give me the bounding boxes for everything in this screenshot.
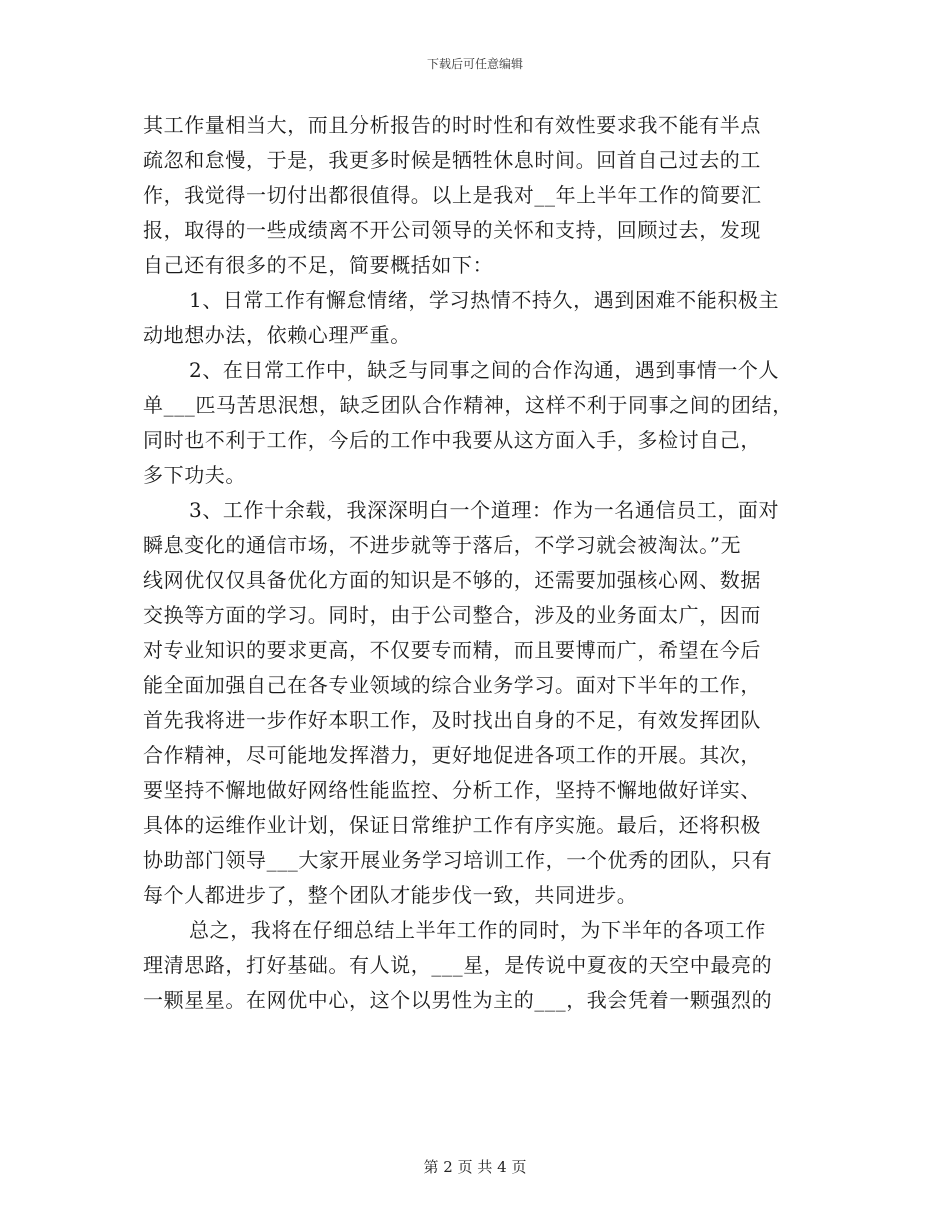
text-line: 3、工作十余载，我深深明白一个道理：作为一名通信员工，面对 (189, 498, 780, 522)
text-line: 报，取得的一些成绩离不开公司领导的关怀和支持，回顾过去，发现 (143, 218, 761, 242)
text-line: 理清思路，打好基础。有人说，___星，是传说中夏夜的天空中最亮的 (143, 953, 773, 977)
text-line: 单___匹马苦思泯想，缺乏团队合作精神，这样不利于同事之间的团结， (143, 393, 793, 417)
text-line: 一颗星星。在网优中心，这个以男性为主的___，我会凭着一颗强烈的 (143, 988, 773, 1012)
text-line: 首先我将进一步作好本职工作，及时找出自身的不足，有效发挥团队 (143, 708, 761, 732)
text-line: 动地想办法，依赖心理严重。 (143, 323, 411, 347)
text-line: 自己还有很多的不足，简要概括如下： (143, 253, 494, 277)
text-line: 瞬息变化的通信市场，不进步就等于落后，不学习就会被淘汰。”无 (143, 533, 742, 557)
text-line: 合作精神，尽可能地发挥潜力，更好地促进各项工作的开展。其次， (143, 743, 761, 767)
text-line: 对专业知识的要求更高，不仅要专而精，而且要博而广，希望在今后 (143, 638, 761, 662)
text-line: 每个人都进步了，整个团队才能步伐一致，共同进步。 (143, 883, 638, 907)
document-body (143, 108, 823, 1018)
text-line: 要坚持不懈地做好网络性能监控、分析工作，坚持不懈地做好详实、 (143, 778, 761, 802)
text-line: 1、日常工作有懈怠情绪，学习热情不持久，遇到困难不能积极主 (189, 288, 780, 312)
text-line: 2、在日常工作中，缺乏与同事之间的合作沟通，遇到事情一个人 (189, 358, 780, 382)
text-line: 疏忽和怠慢，于是，我更多时候是牺牲休息时间。回首自己过去的工 (143, 148, 761, 172)
text-line: 协助部门领导___大家开展业务学习培训工作，一个优秀的团队，只有 (143, 848, 773, 872)
text-line: 同时也不利于工作，今后的工作中我要从这方面入手，多检讨自己， (143, 428, 761, 452)
text-line: 总之，我将在仔细总结上半年工作的同时，为下半年的各项工作 (189, 918, 766, 942)
text-line: 交换等方面的学习。同时，由于公司整合，涉及的业务面太广，因而 (143, 603, 761, 627)
text-line: 作，我觉得一切付出都很值得。以上是我对__年上半年工作的简要汇 (143, 183, 762, 207)
text-line: 线网优仅仅具备优化方面的知识是不够的，还需要加强核心网、数据 (143, 568, 761, 592)
text-line: 多下功夫。 (143, 463, 246, 487)
text-line: 具体的运维作业计划，保证日常维护工作有序实施。最后，还将积极 (143, 813, 761, 837)
page-number: 第 2 页 共 4 页 (423, 1158, 527, 1176)
text-line: 能全面加强自己在各专业领域的综合业务学习。面对下半年的工作， (143, 673, 761, 697)
page-header: 下载后可任意编辑 (426, 57, 523, 71)
text-line: 其工作量相当大，而且分析报告的时时性和有效性要求我不能有半点 (143, 113, 761, 137)
